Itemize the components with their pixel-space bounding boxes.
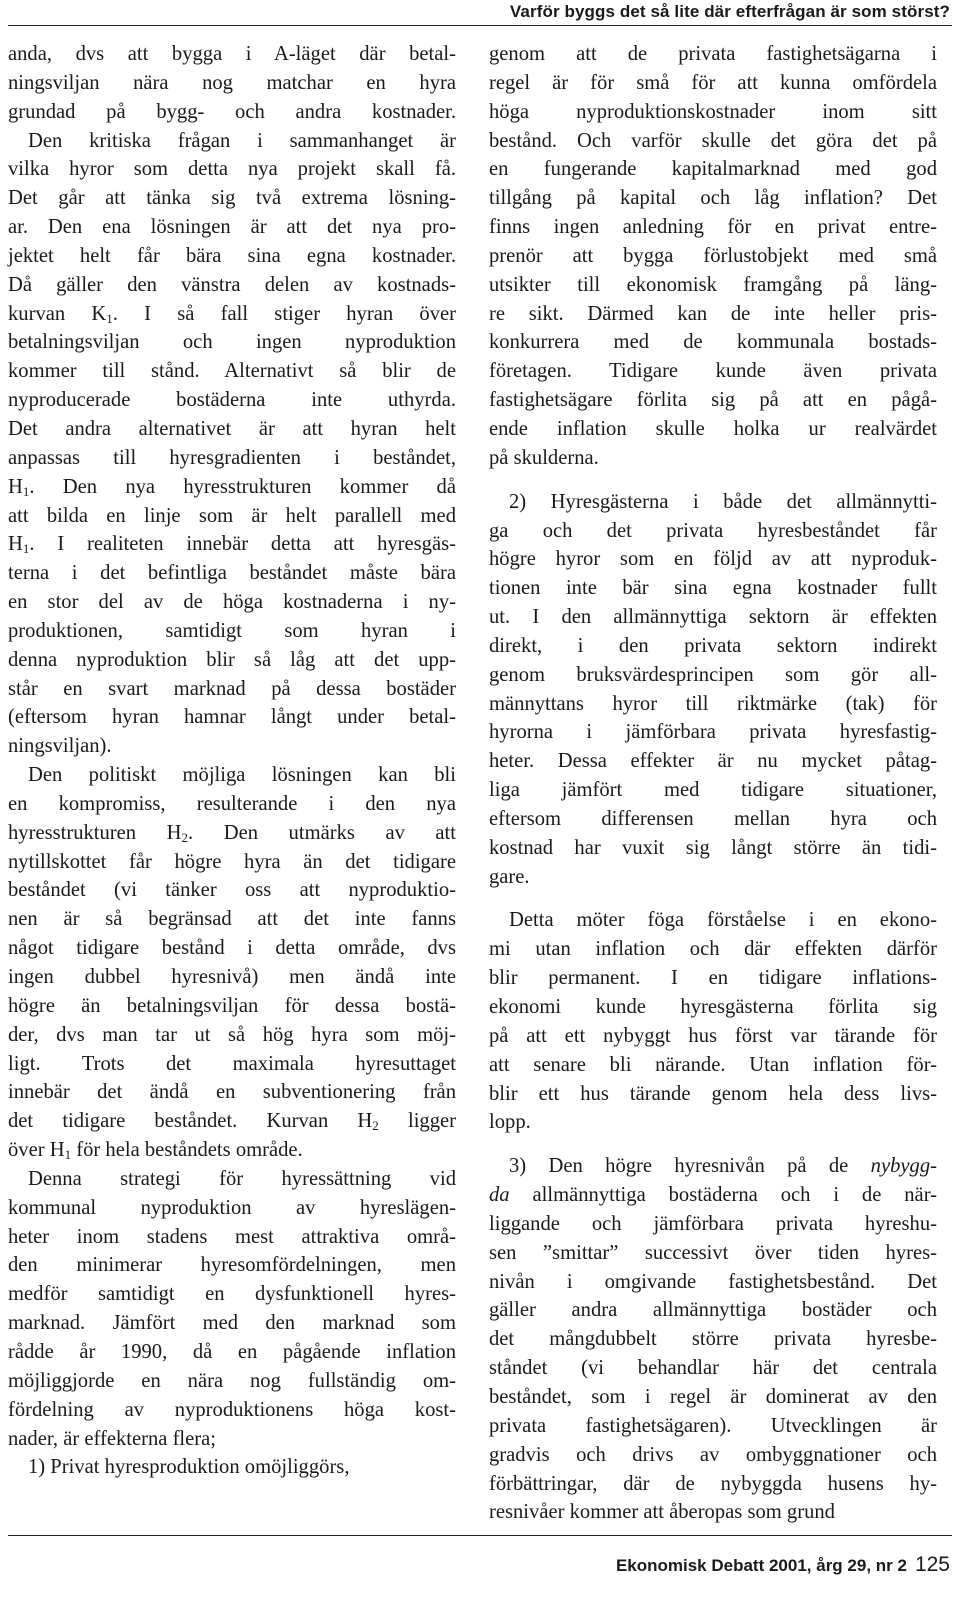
text-line: terna i det befintliga beståndet måste bära — [8, 562, 456, 585]
text-line: en fungerande kapitalmarknad med god — [489, 158, 937, 181]
text-line: privata fastighetsägaren). Utvecklingen är — [489, 1414, 937, 1437]
text-line: ar. Den ena lösningen är att det nya pro- — [8, 216, 456, 239]
text-line: beståndet, som i regel är dominerat av den — [489, 1385, 937, 1408]
text-line: kommunal nyproduktion av hyreslägen- — [8, 1196, 456, 1219]
text-line: hyrorna i jämförbara privata hyresfastig- — [489, 721, 937, 744]
text-line: står en svart marknad på dessa bostäder — [8, 677, 456, 700]
text-line: en stor del av de höga kostnaderna i ny- — [8, 591, 456, 614]
text-line: ekonomi kunde hyresgästerna förlita sig — [489, 996, 937, 1018]
text-line: högre hyror som en följd av att nyproduk- — [489, 548, 937, 571]
text-line: finns ingen anledning för en privat entre- — [489, 216, 937, 239]
right-column — [489, 40, 937, 1527]
text-line: ende inflation skulle holka ur realvärdet — [489, 417, 937, 440]
text-line: Detta möter föga förståelse i en ekono- — [509, 909, 937, 932]
text-line: 3) Den högre hyresnivån på de nybygg- — [509, 1155, 937, 1178]
text-line: $H_1$. I realiteten innebär detta att hyresgäs- — [8, 533, 456, 557]
text-line: ståndet (vi behandlar här det centrala — [489, 1357, 937, 1380]
footer-rule — [8, 1535, 952, 1536]
text-line: 2) Hyresgästerna i både det allmännytti- — [509, 490, 937, 513]
text-line: förbättringar, där de nybyggda husens hy- — [489, 1472, 937, 1495]
text-line: nen är så begränsad att det inte fanns — [8, 908, 456, 931]
text-line: möjliggjorde en nära nog fullständig om- — [8, 1369, 456, 1392]
text-line: der, dvs man tar ut så hög hyra som möj- — [8, 1023, 456, 1046]
text-line: Den kritiska frågan i sammanhanget är — [28, 129, 456, 152]
text-line: anda, dvs att bygga i A-läget där betal- — [8, 43, 456, 65]
text-line: denna nyproduktion blir så låg att det upp- — [8, 648, 456, 671]
text-line: liga jämfört med tidigare situationer, — [489, 779, 937, 802]
text-line: liggande och jämförbara privata hyreshu- — [489, 1212, 937, 1235]
text-line: betalningsviljan och ingen nyproduktion — [8, 331, 456, 354]
text-line: det tidigare beståndet. Kurvan $H_2$ ligger — [8, 1110, 457, 1134]
text-line: Denna strategi för hyressättning vid — [28, 1167, 456, 1190]
text-line: prenör att bygga förlustobjekt med små — [489, 244, 937, 267]
text-line: Det andra alternativet är att hyran helt — [8, 417, 456, 440]
text-line: blir ett hus tärande genom hela dess livs- — [489, 1082, 937, 1105]
text-line: anpassas till hyresgradienten i beståndet, — [8, 446, 456, 469]
text-line: männyttans hyror till riktmärke (tak) för — [489, 692, 937, 715]
text-line: fastighetsägare förlita sig på att en pågå- — [489, 389, 937, 412]
text-line: resnivåer kommer att åberopas som grund — [489, 1501, 835, 1524]
text-line: att bilda en linje som är helt parallell med — [8, 504, 456, 527]
text-line: marknad. Jämfört med den marknad som — [8, 1312, 456, 1335]
text-line: på att ett nybyggt hus först var tärande för — [489, 1024, 937, 1047]
text-line: grundad på bygg- och andra kostnader. — [8, 100, 456, 123]
text-line: 1) Privat hyresproduktion omöjliggörs, — [28, 1456, 350, 1479]
text-line: ningsviljan). — [8, 735, 112, 758]
text-line: över $H_1$ för hela beståndets område. — [8, 1139, 303, 1163]
text-line: blir permanent. I en tidigare inflations- — [489, 967, 937, 990]
paragraph-gap — [489, 473, 937, 488]
text-line: heter. Dessa effekter är nu mycket påtag- — [489, 750, 937, 773]
text-line: da allmännyttiga bostäderna och i de när- — [489, 1184, 937, 1207]
text-line: ga och det privata hyresbeståndet får — [489, 519, 937, 542]
text-line: direkt, i den privata sektorn indirekt — [489, 634, 937, 657]
text-line: nytillskottet får högre hyra än det tidigare — [8, 850, 456, 873]
text-line: mi utan inflation och där effekten därför — [489, 938, 937, 961]
text-line: en kompromiss, resulterande i den nya — [8, 792, 456, 815]
text-line: på skulderna. — [489, 446, 599, 469]
page-number: 125 — [914, 1553, 950, 1576]
text-line: gradvis och drivs av ombyggnationer och — [489, 1443, 937, 1466]
text-line: beståndet (vi tänker oss att nyproduktio- — [8, 879, 456, 902]
text-line: nyproducerade bostäderna inte uthyrda. — [8, 389, 456, 412]
text-line: innebär det ändå en subventionering från — [8, 1081, 456, 1104]
text-line: vilka hyror som detta nya projekt skall få. — [8, 158, 456, 181]
text-line: Det går att tänka sig två extrema lösning- — [8, 187, 456, 210]
left-column — [8, 40, 456, 1482]
text-line: nivån i omgivande fastighetsbestånd. Det — [489, 1270, 937, 1293]
text-line: högre än betalningsviljan för dessa bostä- — [8, 994, 456, 1017]
text-line: eftersom differensen mellan hyra och — [489, 807, 937, 830]
text-line: fördelning av nyproduktionens höga kost- — [8, 1398, 456, 1421]
text-line: tillgång på kapital och låg inflation? Det — [489, 187, 937, 210]
text-line: tionen inte bär sina egna kostnader fullt — [489, 577, 937, 600]
text-line: genom bruksvärdesprincipen som gör all- — [489, 663, 937, 686]
paragraph-gap — [489, 1137, 937, 1152]
text-line: medför samtidigt en dysfunktionell hyres- — [8, 1283, 456, 1306]
page-footer — [616, 1553, 950, 1577]
text-line: heter inom stadens mest attraktiva områ- — [8, 1225, 456, 1248]
text-line: ingen dubbel hyresnivå) men ändå inte — [8, 966, 456, 988]
text-line: ligt. Trots det maximala hyresuttaget — [8, 1052, 456, 1075]
text-line: det mångdubbelt större privata hyresbe- — [489, 1328, 937, 1351]
text-line: produktionen, samtidigt som hyran i — [8, 619, 456, 642]
text-line: Då gäller den vänstra delen av kostnads- — [8, 273, 456, 296]
header-rule — [8, 25, 952, 26]
text-line: konkurrera med de kommunala bostads- — [489, 331, 937, 354]
text-line: gäller andra allmännyttiga bostäder och — [489, 1299, 937, 1322]
paragraph-gap — [489, 891, 937, 906]
text-line: den minimerar hyresomfördelningen, men — [8, 1254, 456, 1277]
text-line: att senare bli närande. Utan inflation för- — [489, 1053, 937, 1076]
running-header: Varför byggs det så lite där efterfrågan är som störst? — [509, 2, 950, 21]
text-line: (eftersom hyran hamnar långt under betal- — [8, 706, 456, 729]
text-line: företagen. Tidigare kunde även privata — [489, 360, 937, 383]
text-line: kurvan $K_1$. I så fall stiger hyran över — [8, 302, 456, 326]
text-line: lopp. — [489, 1111, 531, 1134]
text-line: jektet helt får bära sina egna kostnader. — [8, 244, 456, 267]
text-line: ut. I den allmännyttiga sektorn är effekten — [489, 606, 937, 629]
text-line: utsikter till ekonomisk framgång på läng- — [489, 273, 937, 296]
text-line: regel är för små för att kunna omfördela — [489, 71, 937, 94]
text-line: nader, är effekterna flera; — [8, 1427, 217, 1450]
text-line: kostnad har vuxit sig långt större än tidi- — [489, 836, 937, 859]
text-line: ningsviljan nära nog matchar en hyra — [8, 71, 456, 94]
text-line: genom att de privata fastighetsägarna i — [489, 43, 937, 65]
text-line: gare. — [489, 865, 530, 888]
text-line: Den politiskt möjliga lösningen kan bli — [28, 764, 456, 787]
text-line: bestånd. Och varför skulle det göra det på — [489, 129, 937, 152]
text-line: sen ”smittar” successivt över tiden hyres- — [489, 1241, 937, 1264]
text-line: något tidigare bestånd i detta område, dvs — [8, 937, 456, 960]
text-line: kommer till stånd. Alternativt så blir de — [8, 360, 456, 383]
text-line: rådde år 1990, då en pågående inflation — [8, 1340, 456, 1363]
text-line: re sikt. Därmed kan de inte heller pris- — [489, 302, 937, 325]
journal-citation: Ekonomisk Debatt 2001, årg 29, nr 2 — [615, 1556, 907, 1575]
text-line: höga nyproduktionskostnader inom sitt — [489, 100, 937, 123]
text-line: hyresstrukturen $H_2$. Den utmärks av att — [8, 821, 457, 845]
text-line: $H_1$. Den nya hyresstrukturen kommer då — [8, 475, 456, 499]
